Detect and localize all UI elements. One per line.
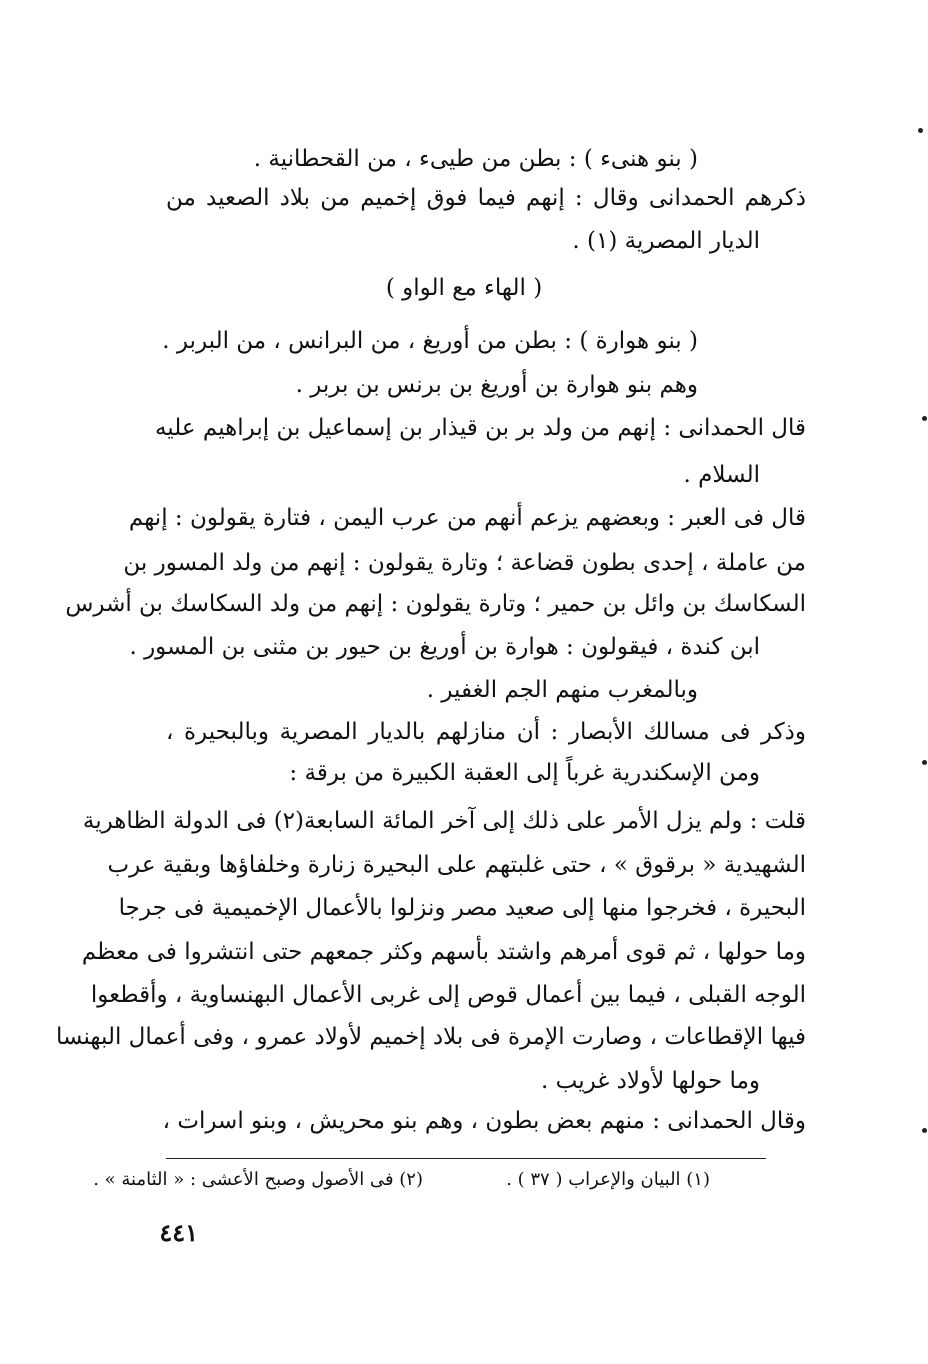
footnote-divider [166,1158,766,1159]
margin-dot [918,128,923,133]
text-line: من عاملة ، إحدى بطون قضاعة ؛ وتارة يقولون : إنهم من ولد المسور بن [123,550,806,576]
text-line: وما حولها ، ثم قوى أمرهم واشتد بأسهم وكثر جمعهم حتى انتشروا فى معظم [81,939,806,965]
footnote-2: (٢) فى الأصول وصبح الأعشى : « الثامنة » . [93,1169,423,1190]
entry-title-bani-hawwara: ( بنو هوارة ) : بطن من أوريغ ، من البرانس ، من البربر . [162,328,698,354]
text-line: الديار المصرية (١) . [572,228,760,254]
text-line: البحيرة ، فخرجوا منها إلى صعيد مصر ونزلوا بالأعمال الإخميمية فى جرجا [118,895,806,921]
page-number: ٤٤١ [159,1218,198,1247]
entry-title-bani-hani: ( بنو هنىء ) : بطن من طيىء ، من القحطانية . [253,146,698,172]
text-line: الشهيدية « برقوق » ، حتى غلبتهم على البحيرة زنارة وخلفاؤها وبقية عرب [107,852,806,878]
text-line: قال فى العبر : وبعضهم يزعم أنهم من عرب اليمن ، فتارة يقولون : إنهم [128,505,806,531]
margin-dot [922,416,927,421]
margin-dot [922,1128,927,1133]
text-line: وقال الحمدانى : منهم بعض بطون ، وهم بنو محريش ، وبنو اسرات ، [162,1108,806,1134]
text-line: ابن كندة ، فيقولون : هوارة بن أوريغ بن حيور بن مثنى بن المسور . [129,634,760,660]
text-line: قلت : ولم يزل الأمر على ذلك إلى آخر المائة السابعة(٢) فى الدولة الظاهرية [82,808,806,834]
text-line: ومن الإسكندرية غرباً إلى العقبة الكبيرة من برقة : [289,760,760,786]
section-heading: ( الهاء مع الواو ) [385,275,543,301]
text-line: وبالمغرب منهم الجم الغفير . [426,677,698,703]
text-line: وذكر فى مسالك الأبصار : أن منازلهم بالديار المصرية وبالبحيرة ، [166,719,806,745]
text-line: ذكرهم الحمدانى وقال : إنهم فيما فوق إخميم من بلاد الصعيد من [166,185,806,211]
text-line: الوجه القبلى ، فيما بين أعمال قوص إلى غربى الأعمال البهنساوية ، وأقطعوا [90,982,806,1008]
margin-dot [922,760,927,765]
text-line: وما حولها لأولاد غريب . [541,1068,760,1094]
text-line: وهم بنو هوارة بن أوريغ بن برنس بن بربر . [295,372,698,398]
footnote-1: (١) البيان والإعراب ( ٣٧ ) . [506,1169,710,1190]
text-line: السكاسك بن وائل بن حمير ؛ وتارة يقولون : إنهم من ولد السكاسك بن أشرس [65,591,806,617]
text-line: قال الحمدانى : إنهم من ولد بر بن قيذار بن إسماعيل بن إبراهيم عليه [154,415,806,441]
text-line: السلام . [683,462,760,488]
text-line: فيها الإقطاعات ، وصارت الإمرة فى بلاد إخميم لأولاد عمرو ، وفى أعمال البهنسا [55,1024,806,1050]
